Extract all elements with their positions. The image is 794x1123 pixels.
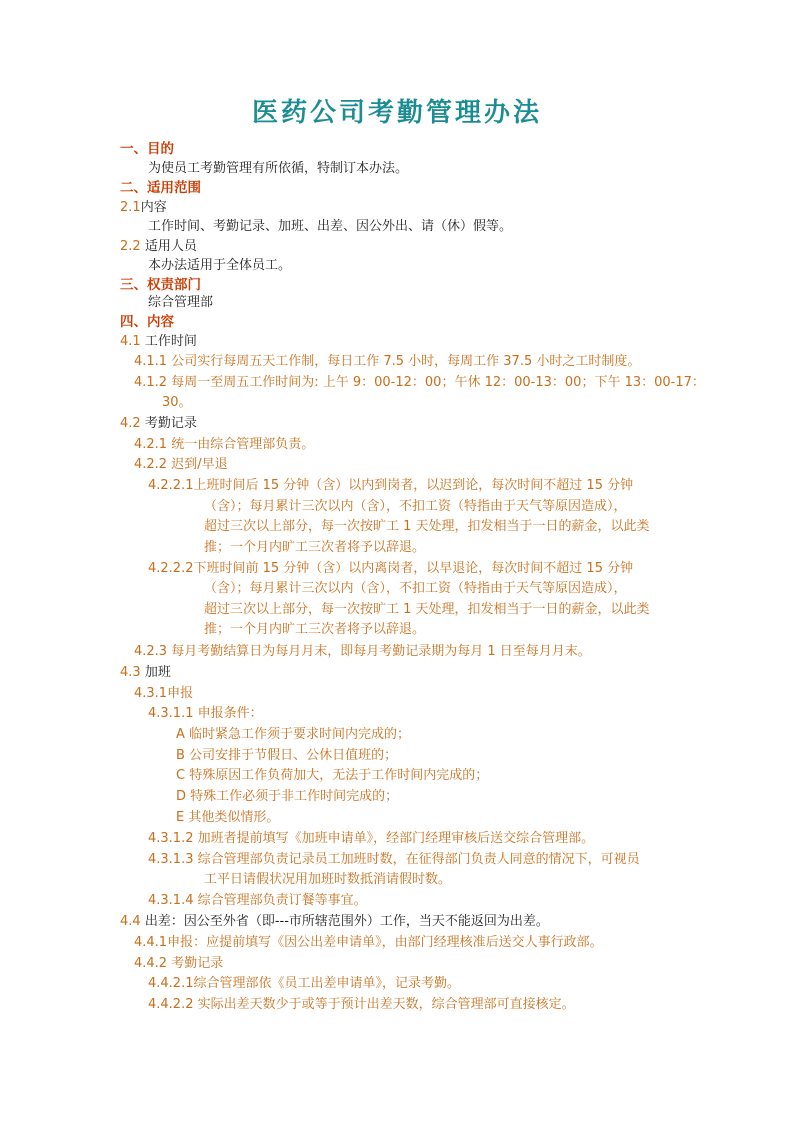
condition-text: 其他类似情形。 bbox=[188, 810, 280, 825]
section-text: 加班者提前填写《加班申请单》，经部门经理审核后送交综合管理部。 bbox=[197, 831, 595, 846]
section-number: 4.4 bbox=[120, 914, 141, 929]
condition-b bbox=[176, 747, 397, 765]
section-text: 实际出差天数少于或等于预计出差天数，综合管理部可直接核定。 bbox=[197, 997, 575, 1012]
section-number: 4.4.2.1 bbox=[148, 976, 194, 991]
condition-key: D bbox=[176, 789, 187, 804]
section-4-2-2-2-line-4: 推；一个月内旷工三次者将予以辞退。 bbox=[204, 622, 426, 637]
section-number: 4.2 bbox=[120, 416, 141, 431]
section-number: 4.1 bbox=[120, 334, 141, 349]
section-4-4-1 bbox=[134, 934, 603, 952]
section-4-2 bbox=[120, 415, 197, 433]
purpose-text: 为使员工考勤管理有所依循，特制订本办法。 bbox=[148, 161, 409, 176]
condition-key: E bbox=[176, 810, 185, 825]
section-4-3 bbox=[120, 664, 171, 682]
heading-scope: 二、适用范围 bbox=[120, 180, 201, 196]
condition-key: B bbox=[176, 748, 185, 763]
section-label: 适用人员 bbox=[144, 239, 197, 254]
section-4-1-2-continued: 30。 bbox=[162, 395, 192, 410]
section-4-2-3 bbox=[134, 643, 591, 661]
section-number: 4.3.1.3 bbox=[148, 852, 194, 867]
section-number: 2.2 bbox=[120, 239, 141, 254]
section-number: 4.3.1.4 bbox=[148, 893, 194, 908]
condition-a bbox=[176, 726, 410, 744]
section-number: 4.2.2.2 bbox=[148, 561, 194, 576]
section-text: 下班时间前 15 分钟（含）以内离岗者，以早退论，每次时间不超过 15 分钟 bbox=[193, 561, 634, 576]
section-number: 4.3 bbox=[120, 665, 141, 680]
section-label: 工作时间 bbox=[144, 334, 197, 349]
heading-purpose: 一、目的 bbox=[120, 141, 174, 157]
section-4-2-2-2-line-3: 超过三次以上部分，每一次按旷工 1 天处理，扣发相当于一日的薪金，以此类 bbox=[204, 602, 650, 617]
section-number: 4.4.2.2 bbox=[148, 997, 194, 1012]
section-4-2-2-1 bbox=[148, 477, 633, 495]
section-4-2-2-1-line-2: （含）；每月累计三次以内（含），不扣工资（特指由于天气等原因造成）， bbox=[204, 499, 627, 514]
section-4-3-1-4 bbox=[148, 892, 367, 910]
section-4-4-2-2 bbox=[148, 996, 575, 1014]
section-text: 公司实行每周五天工作制，每日工作 7.5 小时，每周工作 37.5 小时之工时制度。 bbox=[171, 354, 641, 369]
section-4-3-1 bbox=[134, 685, 193, 703]
section-4-4-2 bbox=[134, 955, 223, 973]
condition-text: 特殊原因工作负荷加大，无法于工作时间内完成的； bbox=[189, 768, 489, 783]
section-number: 4.2.2 bbox=[134, 457, 168, 472]
section-text: 每周一至周五工作时间为: 上午 9：00-12：00；午休 12：00-13：00；下午 13：00-17： bbox=[171, 375, 705, 390]
section-text: 申报 bbox=[167, 686, 194, 701]
section-4-4-2-1 bbox=[148, 975, 460, 993]
section-number: 4.3.1 bbox=[134, 686, 168, 701]
section-4-3-1-2 bbox=[148, 830, 594, 848]
section-4-1-2 bbox=[134, 374, 705, 392]
section-2-2 bbox=[120, 238, 197, 256]
section-number: 2.1 bbox=[120, 200, 141, 215]
condition-d bbox=[176, 788, 398, 806]
section-4-2-1 bbox=[134, 436, 314, 454]
condition-text: 公司安排于节假日、公休日值班的； bbox=[189, 748, 398, 763]
section-text: 申报条件： bbox=[197, 706, 263, 721]
section-label: 考勤记录 bbox=[144, 416, 197, 431]
condition-key: A bbox=[176, 727, 185, 742]
section-text: 每月考勤结算日为每月月末，即每月考勤记录期为每月 1 日至每月月末。 bbox=[171, 644, 591, 659]
section-text: 综合管理部负责订餐等事宜。 bbox=[197, 893, 367, 908]
section-number: 4.3.1.1 bbox=[148, 706, 194, 721]
condition-text: 临时紧急工作须于要求时间内完成的； bbox=[189, 727, 411, 742]
section-4-3-1-3-line-2: 工平日请假状况用加班时数抵消请假时数。 bbox=[204, 872, 452, 887]
section-2-1 bbox=[120, 199, 167, 217]
section-4-2-2-1-line-3: 超过三次以上部分，每一次按旷工 1 天处理，扣发相当于一日的薪金，以此类 bbox=[204, 519, 650, 534]
section-number: 4.4.2 bbox=[134, 956, 168, 971]
section-label: 出差：因公至外省（即---市所辖范围外）工作，当天不能返回为出差。 bbox=[144, 914, 549, 929]
section-text: 考勤记录 bbox=[171, 956, 224, 971]
section-number: 4.1.2 bbox=[134, 375, 168, 390]
section-text: 综合管理部负责记录员工加班时数，在征得部门负责人同意的情况下，可视员 bbox=[197, 852, 640, 867]
section-4-3-1-3 bbox=[148, 851, 640, 869]
section-number: 4.1.1 bbox=[134, 354, 168, 369]
section-text: 申报：应提前填写《因公出差申请单》，由部门经理核准后送交人事行政部。 bbox=[167, 935, 603, 950]
section-4-2-2-1-line-4: 推；一个月内旷工三次者将予以辞退。 bbox=[204, 540, 426, 555]
condition-e bbox=[176, 809, 279, 827]
section-text: 综合管理部依《员工出差申请单》，记录考勤。 bbox=[193, 976, 460, 991]
section-number: 4.2.1 bbox=[134, 437, 168, 452]
condition-text: 特殊工作必须于非工作时间完成的； bbox=[190, 789, 399, 804]
heading-content: 四、内容 bbox=[120, 314, 174, 330]
section-text: 迟到/早退 bbox=[171, 457, 228, 472]
condition-key: C bbox=[176, 768, 186, 783]
condition-c bbox=[176, 767, 488, 785]
section-4-1 bbox=[120, 333, 197, 351]
document-title: 医药公司考勤管理办法 bbox=[251, 98, 542, 128]
scope-people-text: 本办法适用于全体员工。 bbox=[148, 258, 292, 273]
section-4-1-1 bbox=[134, 353, 640, 371]
section-4-3-1-1 bbox=[148, 705, 263, 723]
section-text: 上班时间后 15 分钟（含）以内到岗者，以迟到论，每次时间不超过 15 分钟 bbox=[193, 478, 634, 493]
section-4-2-2-2 bbox=[148, 560, 633, 578]
section-number: 4.4.1 bbox=[134, 935, 168, 950]
section-number: 4.2.2.1 bbox=[148, 478, 194, 493]
section-label: 内容 bbox=[140, 200, 167, 215]
section-number: 4.3.1.2 bbox=[148, 831, 194, 846]
section-text: 统一由综合管理部负责。 bbox=[171, 437, 315, 452]
scope-content-text: 工作时间、考勤记录、加班、出差、因公外出、请（休）假等。 bbox=[148, 219, 513, 234]
section-4-2-2 bbox=[134, 456, 228, 474]
heading-department: 三、权责部门 bbox=[120, 277, 201, 293]
department-text: 综合管理部 bbox=[148, 295, 214, 310]
section-4-2-2-2-line-2: （含）；每月累计三次以内（含），不扣工资（特指由于天气等原因造成）， bbox=[204, 581, 627, 596]
section-label: 加班 bbox=[144, 665, 171, 680]
section-4-4 bbox=[120, 913, 549, 931]
section-number: 4.2.3 bbox=[134, 644, 168, 659]
